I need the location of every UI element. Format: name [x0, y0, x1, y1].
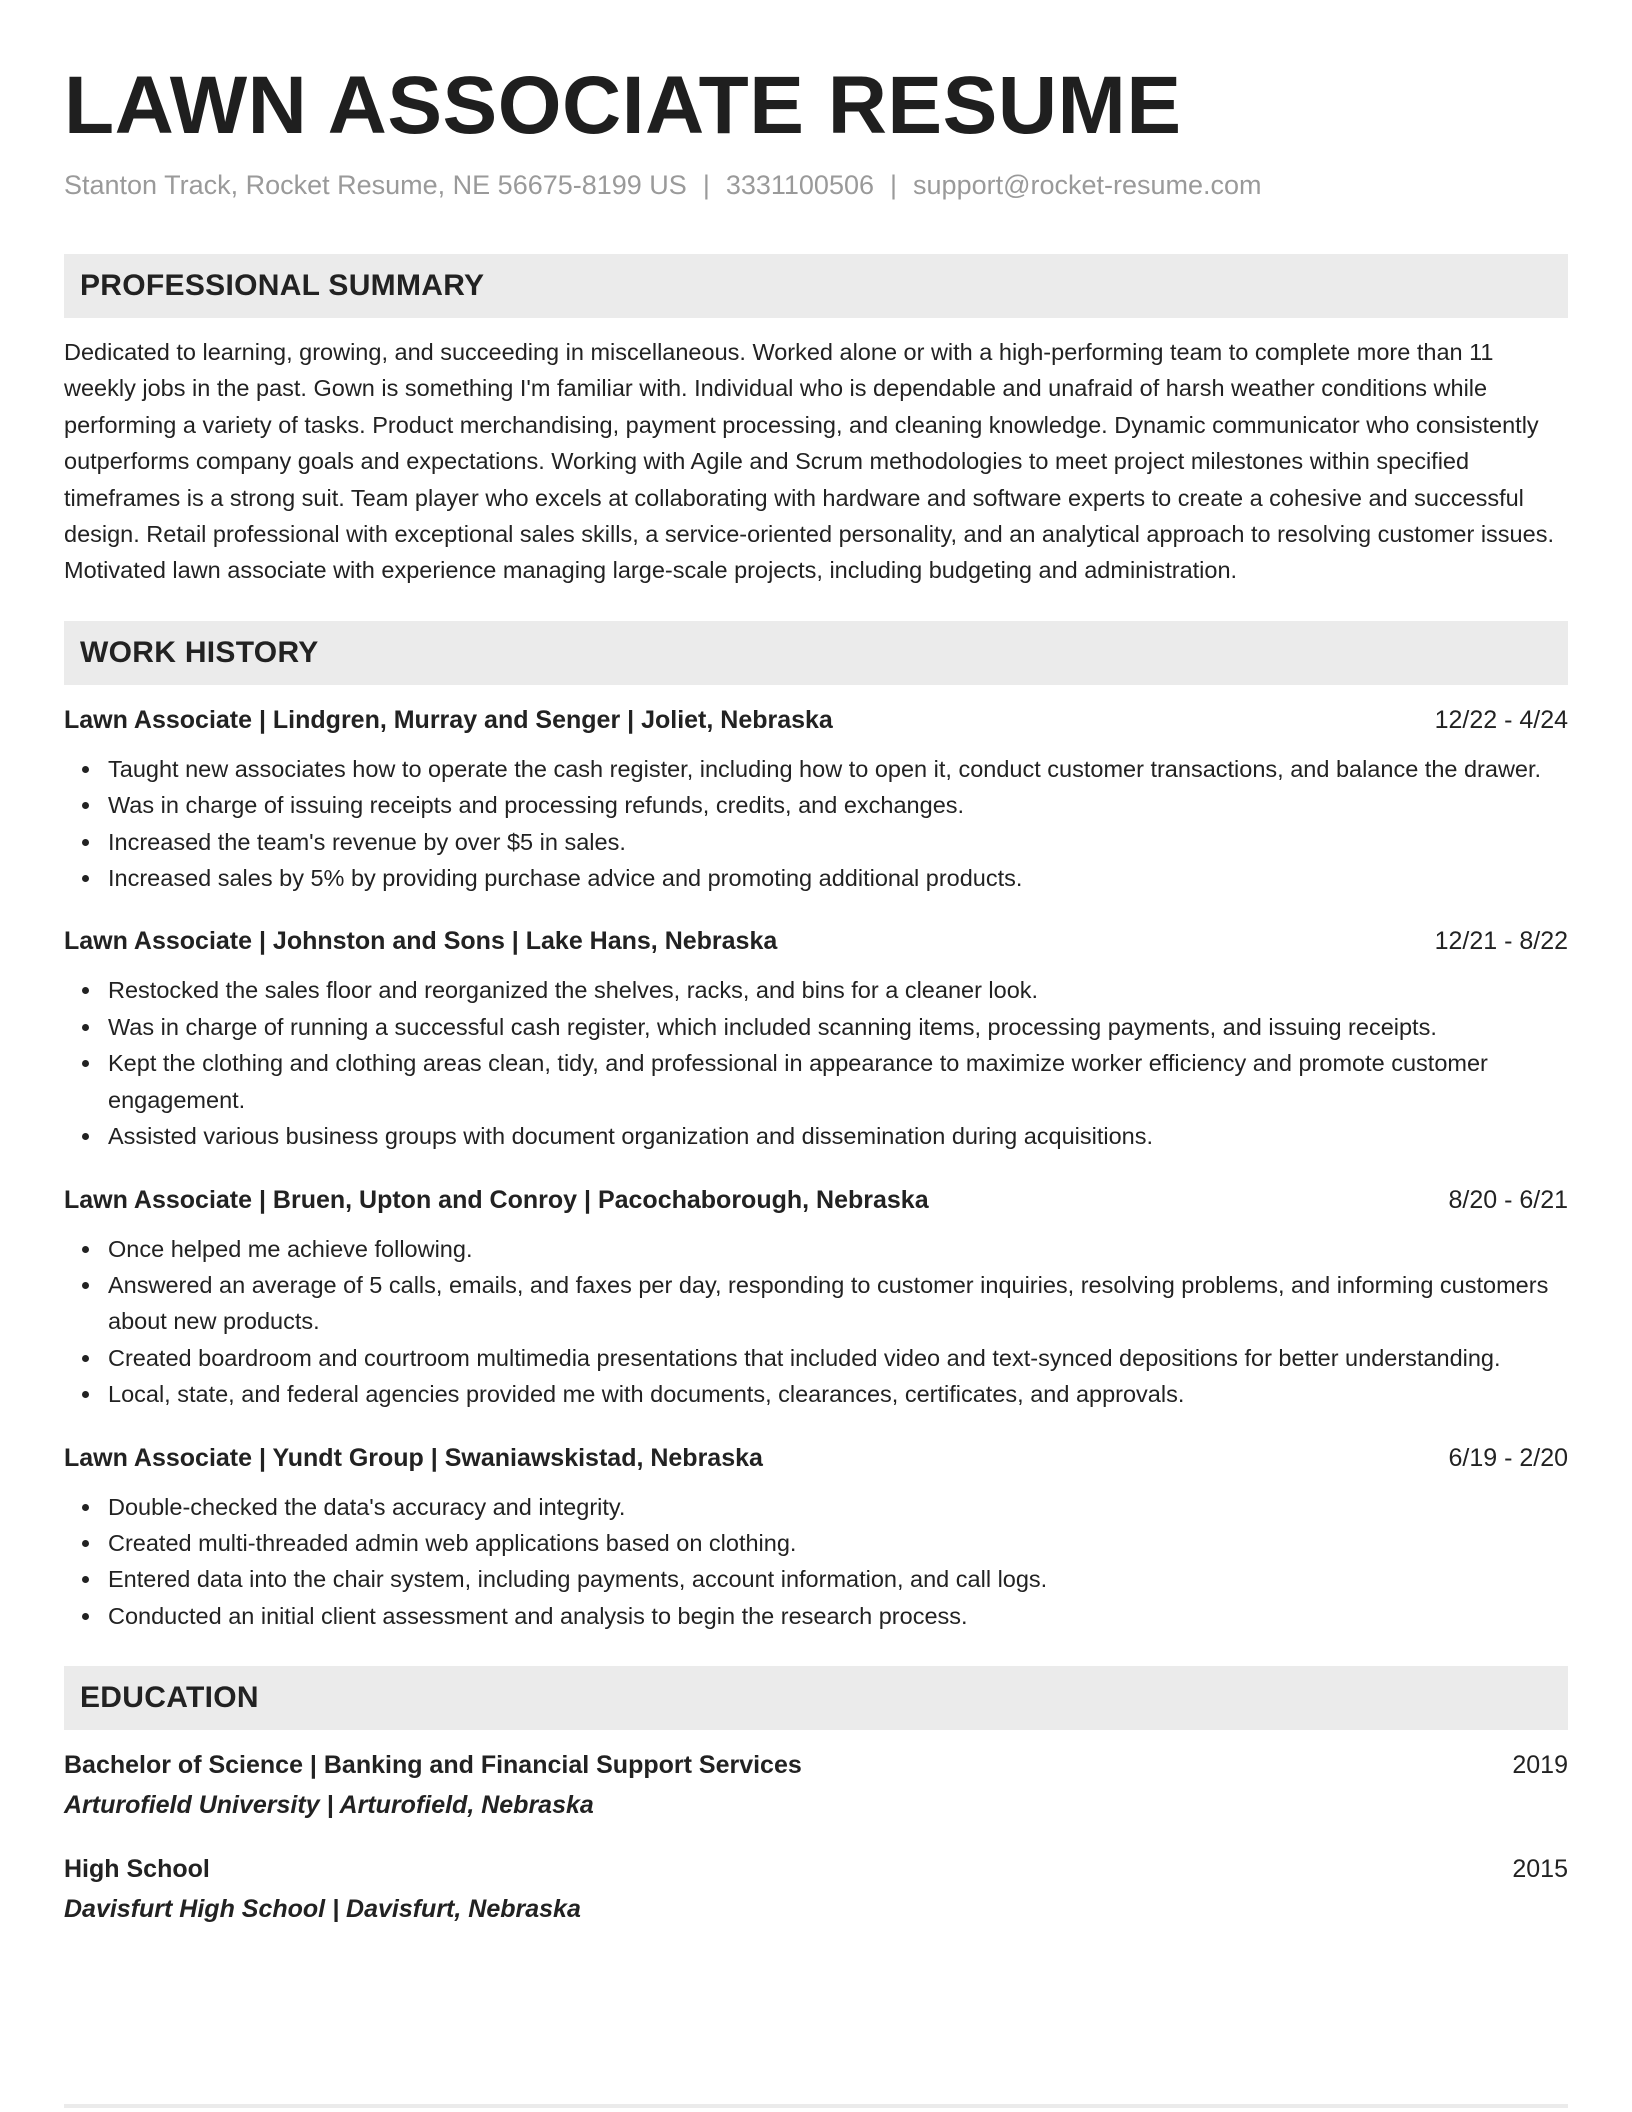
contact-separator: |: [702, 170, 710, 200]
job-entry: [64, 1441, 1568, 1635]
contact-line: [64, 168, 1568, 202]
contact-address: Stanton Track, Rocket Resume, NE 56675-8199 US: [64, 170, 687, 200]
job-dates: 12/21 - 8/22: [1434, 927, 1568, 956]
job-title: Lawn Associate | Bruen, Upton and Conroy | Pacochaborough, Nebraska: [64, 1185, 929, 1214]
job-bullet: Assisted various business groups with document organization and dissemination during acquisitions.: [108, 1118, 1568, 1154]
bottom-divider: [64, 2104, 1568, 2108]
job-bullet: Restocked the sales floor and reorganized the shelves, racks, and bins for a cleaner look.: [108, 972, 1568, 1008]
section-header-work-history: WORK HISTORY: [64, 621, 1568, 685]
job-bullet: Once helped me achieve following.: [108, 1231, 1568, 1267]
job-bullet: Kept the clothing and clothing areas clean, tidy, and professional in appearance to maximize worker efficiency and promote customer engagement.: [108, 1045, 1568, 1118]
resume-title: LAWN ASSOCIATE RESUME: [64, 60, 1182, 151]
education-year: 2019: [1512, 1751, 1568, 1780]
job-bullet: Increased sales by 5% by providing purchase advice and promoting additional products.: [108, 860, 1568, 896]
job-bullet: Was in charge of running a successful cash register, which included scanning items, processing payments, and issuing receipts.: [108, 1009, 1568, 1045]
education-degree: Bachelor of Science | Banking and Financial Support Services: [64, 1751, 802, 1780]
job-bullet: Taught new associates how to operate the cash register, including how to open it, conduct customer transactions, and balance the drawer.: [108, 751, 1568, 787]
education-school: Davisfurt High School | Davisfurt, Nebraska: [64, 1895, 581, 1924]
job-bullet: Double-checked the data's accuracy and integrity.: [108, 1489, 1568, 1525]
education-year: 2015: [1512, 1855, 1568, 1884]
education-school: Arturofield University | Arturofield, Nebraska: [64, 1791, 594, 1820]
job-entry: [64, 703, 1568, 897]
job-bullets: [64, 1231, 1568, 1413]
job-title: Lawn Associate | Yundt Group | Swaniawskistad, Nebraska: [64, 1443, 763, 1472]
job-title: Lawn Associate | Johnston and Sons | Lake Hans, Nebraska: [64, 927, 778, 956]
section-header-summary: PROFESSIONAL SUMMARY: [64, 254, 1568, 318]
job-bullets: [64, 751, 1568, 897]
job-bullet: Increased the team's revenue by over $5 in sales.: [108, 824, 1568, 860]
job-bullet: Conducted an initial client assessment and analysis to begin the research process.: [108, 1598, 1568, 1634]
summary-text: Dedicated to learning, growing, and succeeding in miscellaneous. Worked alone or with a high-performing team to complete more than 11 weekly jobs in the past. Gown is something I'm familiar with. Individual who is dependable and unafraid of harsh weather conditions while performing a variety of tasks. Product merchandising, payment processing, and cleaning knowledge. Dynamic communicator who consistently outperforms company goals and expectations. Working with Agile and Scrum methodologies to meet project milestones within specified timeframes is a strong suit. Team player who excels at collaborating with hardware and software experts to create a cohesive and successful design. Retail professional with exceptional sales skills, a service-oriented personality, and an analytical approach to resolving customer issues. Motivated lawn associate with experience managing large-scale projects, including budgeting and administration.: [64, 339, 1554, 584]
job-dates: 8/20 - 6/21: [1448, 1185, 1568, 1214]
job-title: Lawn Associate | Lindgren, Murray and Senger | Joliet, Nebraska: [64, 705, 833, 734]
job-entry: [64, 1183, 1568, 1413]
contact-separator: |: [890, 170, 898, 200]
job-bullet: Created multi-threaded admin web applications based on clothing.: [108, 1525, 1568, 1561]
job-bullet: Answered an average of 5 calls, emails, and faxes per day, responding to customer inquiries, resolving problems, and informing customers about new products.: [108, 1267, 1568, 1340]
education-entry: [64, 1852, 1568, 1926]
job-dates: 12/22 - 4/24: [1434, 705, 1568, 734]
job-bullet: Created boardroom and courtroom multimedia presentations that included video and text-synced depositions for better understanding.: [108, 1340, 1568, 1376]
job-dates: 6/19 - 2/20: [1448, 1443, 1568, 1472]
education-degree: High School: [64, 1855, 210, 1884]
education-entry: [64, 1748, 1568, 1822]
job-bullet: Entered data into the chair system, including payments, account information, and call logs.: [108, 1561, 1568, 1597]
contact-email: support@rocket-resume.com: [913, 170, 1262, 200]
job-bullets: [64, 1489, 1568, 1635]
contact-phone: 3331100506: [725, 170, 875, 200]
job-bullets: [64, 972, 1568, 1154]
section-header-education: EDUCATION: [64, 1666, 1568, 1730]
job-entry: [64, 924, 1568, 1154]
job-bullet: Local, state, and federal agencies provided me with documents, clearances, certificates, and approvals.: [108, 1376, 1568, 1412]
job-bullet: Was in charge of issuing receipts and processing refunds, credits, and exchanges.: [108, 787, 1568, 823]
